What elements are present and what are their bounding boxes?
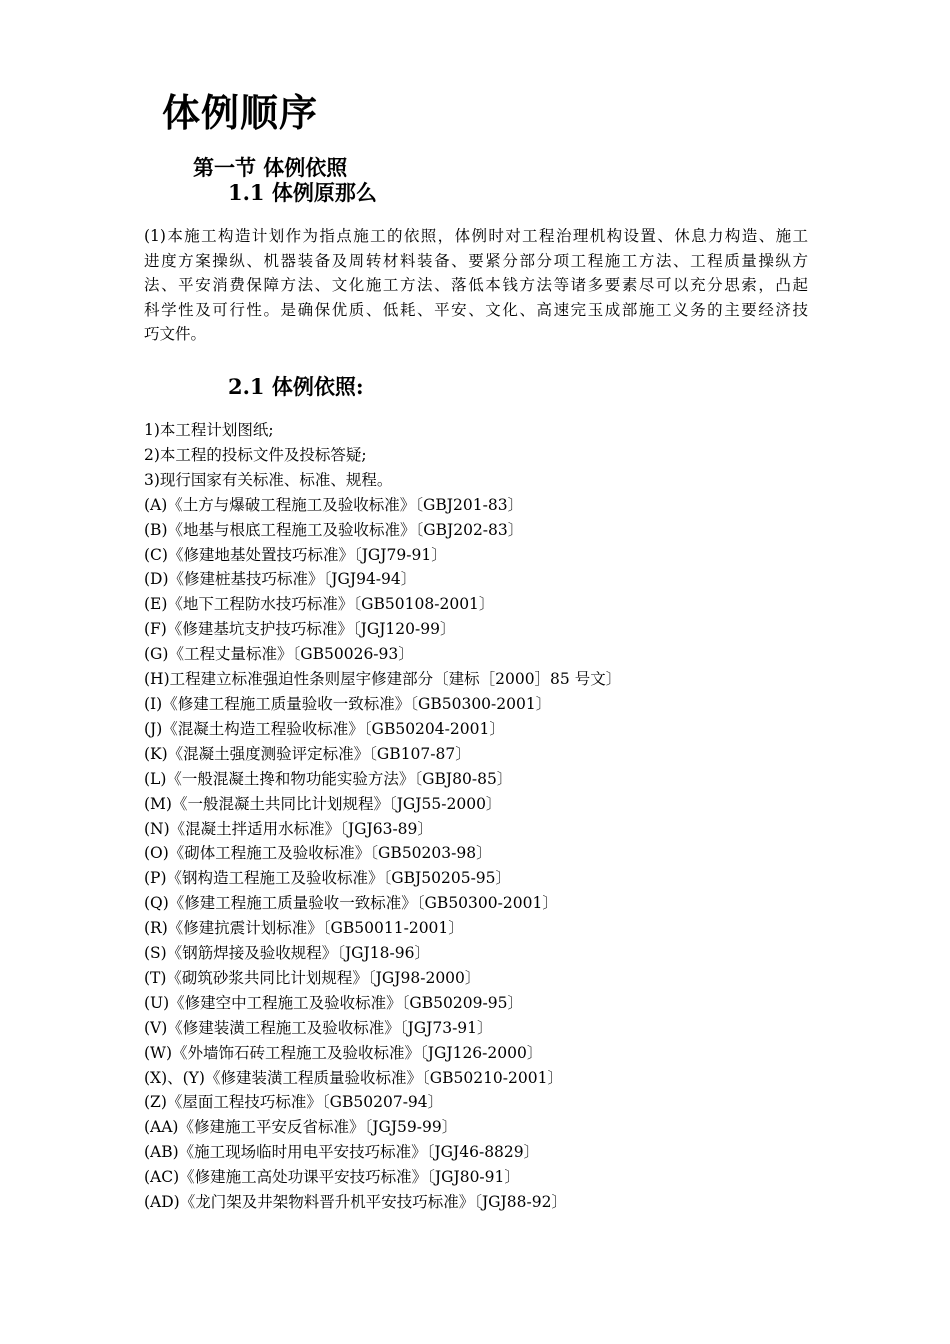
list-item: (J)《混凝土构造工程验收标准》〔GB50204-2001〕 — [144, 719, 505, 738]
list-item: (S)《钢筋焊接及验收规程》〔JGJ18-96〕 — [144, 944, 430, 963]
list-item: (A)《土方与爆破工程施工及验收标准》〔GBJ201-83〕 — [144, 495, 524, 514]
list-item: (U)《修建空中工程施工及验收标准》〔GB50209-95〕 — [144, 993, 523, 1012]
subsection-heading-principles: 1.1 体例原那么 — [228, 180, 377, 205]
list-item: 3)现行国家有关标准、标准、规程。 — [144, 470, 393, 489]
list-item: (N)《混凝土拌适用水标准》〔JGJ63-89〕 — [144, 819, 433, 838]
list-item: (M)《一般混凝土共同比计划规程》〔JGJ55-2000〕 — [144, 794, 502, 813]
list-item: (I)《修建工程施工质量验收一致标准》〔GB50300-2001〕 — [144, 694, 552, 713]
list-item: (D)《修建桩基技巧标准》〔JGJ94-94〕 — [144, 570, 417, 589]
list-item: (AD)《龙门架及井架物料晋升机平安技巧标准》〔JGJ88-92〕 — [144, 1193, 567, 1212]
list-item: (K)《混凝土强度测验评定标准》〔GB107-87〕 — [144, 744, 471, 763]
list-item: (R)《修建抗震计划标准》〔GB50011-2001〕 — [144, 919, 464, 938]
list-item: (L)《一般混凝土搀和物功能实验方法》〔GBJ80-85〕 — [144, 769, 513, 788]
document-title: 体例顺序 — [162, 90, 319, 135]
list-item: (P)《钢构造工程施工及验收标准》〔GBJ50205-95〕 — [144, 869, 512, 888]
list-item: 1)本工程计划图纸; — [144, 421, 274, 439]
list-item: (B)《地基与根底工程施工及验收标准》〔GBJ202-83〕 — [144, 520, 524, 539]
paragraph-line: 巧文件。 — [144, 325, 207, 343]
list-item: 2)本工程的投标文件及投标答疑; — [144, 445, 367, 464]
basis-list — [144, 418, 824, 1215]
paragraph-line: 进度方案操纵、机器装备及周转材料装备、要紧分部分项工程施工方法、工程质量操纵方 — [144, 251, 808, 270]
principles-paragraph — [144, 224, 808, 347]
list-item: (Q)《修建工程施工质量验收一致标准》〔GB50300-2001〕 — [144, 894, 558, 913]
list-item: (AC)《修建施工高处功课平安技巧标准》〔JGJ80-91〕 — [144, 1168, 520, 1187]
list-item: (F)《修建基坑支护技巧标准》〔JGJ120-99〕 — [144, 620, 456, 639]
list-item: (AA)《修建施工平安反省标准》〔JGJ59-99〕 — [144, 1118, 458, 1137]
subsection-heading-basis: 2.1 体例依照: — [228, 374, 364, 399]
list-item: (W)《外墙饰石砖工程施工及验收标准》〔JGJ126-2000〕 — [144, 1043, 543, 1062]
paragraph-line: 法、平安消费保障方法、文化施工方法、落低本钱方法等诸多要素尽可以充分思索，凸起 — [144, 276, 808, 294]
list-item: (X)、(Y)《修建装潢工程质量验收标准》〔GB50210-2001〕 — [144, 1068, 563, 1087]
list-item: (H)工程建立标准强迫性条则屋宇修建部分〔建标［2000］85 号文〕 — [144, 670, 622, 689]
list-item: (O)《砌体工程施工及验收标准》〔GB50203-98〕 — [144, 844, 492, 863]
section-heading: 第一节 体例依照 — [193, 155, 348, 180]
list-item: (Z)《屋面工程技巧标准》〔GB50207-94〕 — [144, 1093, 444, 1112]
paragraph-line: (1)本施工构造计划作为指点施工的依照，体例时对工程治理机构设置、休息力构造、施工 — [144, 227, 808, 245]
list-item: (T)《砌筑砂浆共同比计划规程》〔JGJ98-2000〕 — [144, 968, 481, 987]
list-item: (G)《工程丈量标准》〔GB50026-93〕 — [144, 645, 414, 664]
list-item: (E)《地下工程防水技巧标准》〔GB50108-2001〕 — [144, 595, 495, 614]
list-item: (V)《修建装潢工程施工及验收标准》〔JGJ73-91〕 — [144, 1018, 493, 1037]
list-item: (C)《修建地基处置技巧标准》〔JGJ79-91〕 — [144, 545, 447, 564]
paragraph-line: 科学性及可行性。是确保优质、低耗、平安、文化、高速完玉成部施工义务的主要经济技 — [144, 300, 808, 319]
list-item: (AB)《施工现场临时用电平安技巧标准》〔JGJ46-8829〕 — [144, 1143, 540, 1162]
